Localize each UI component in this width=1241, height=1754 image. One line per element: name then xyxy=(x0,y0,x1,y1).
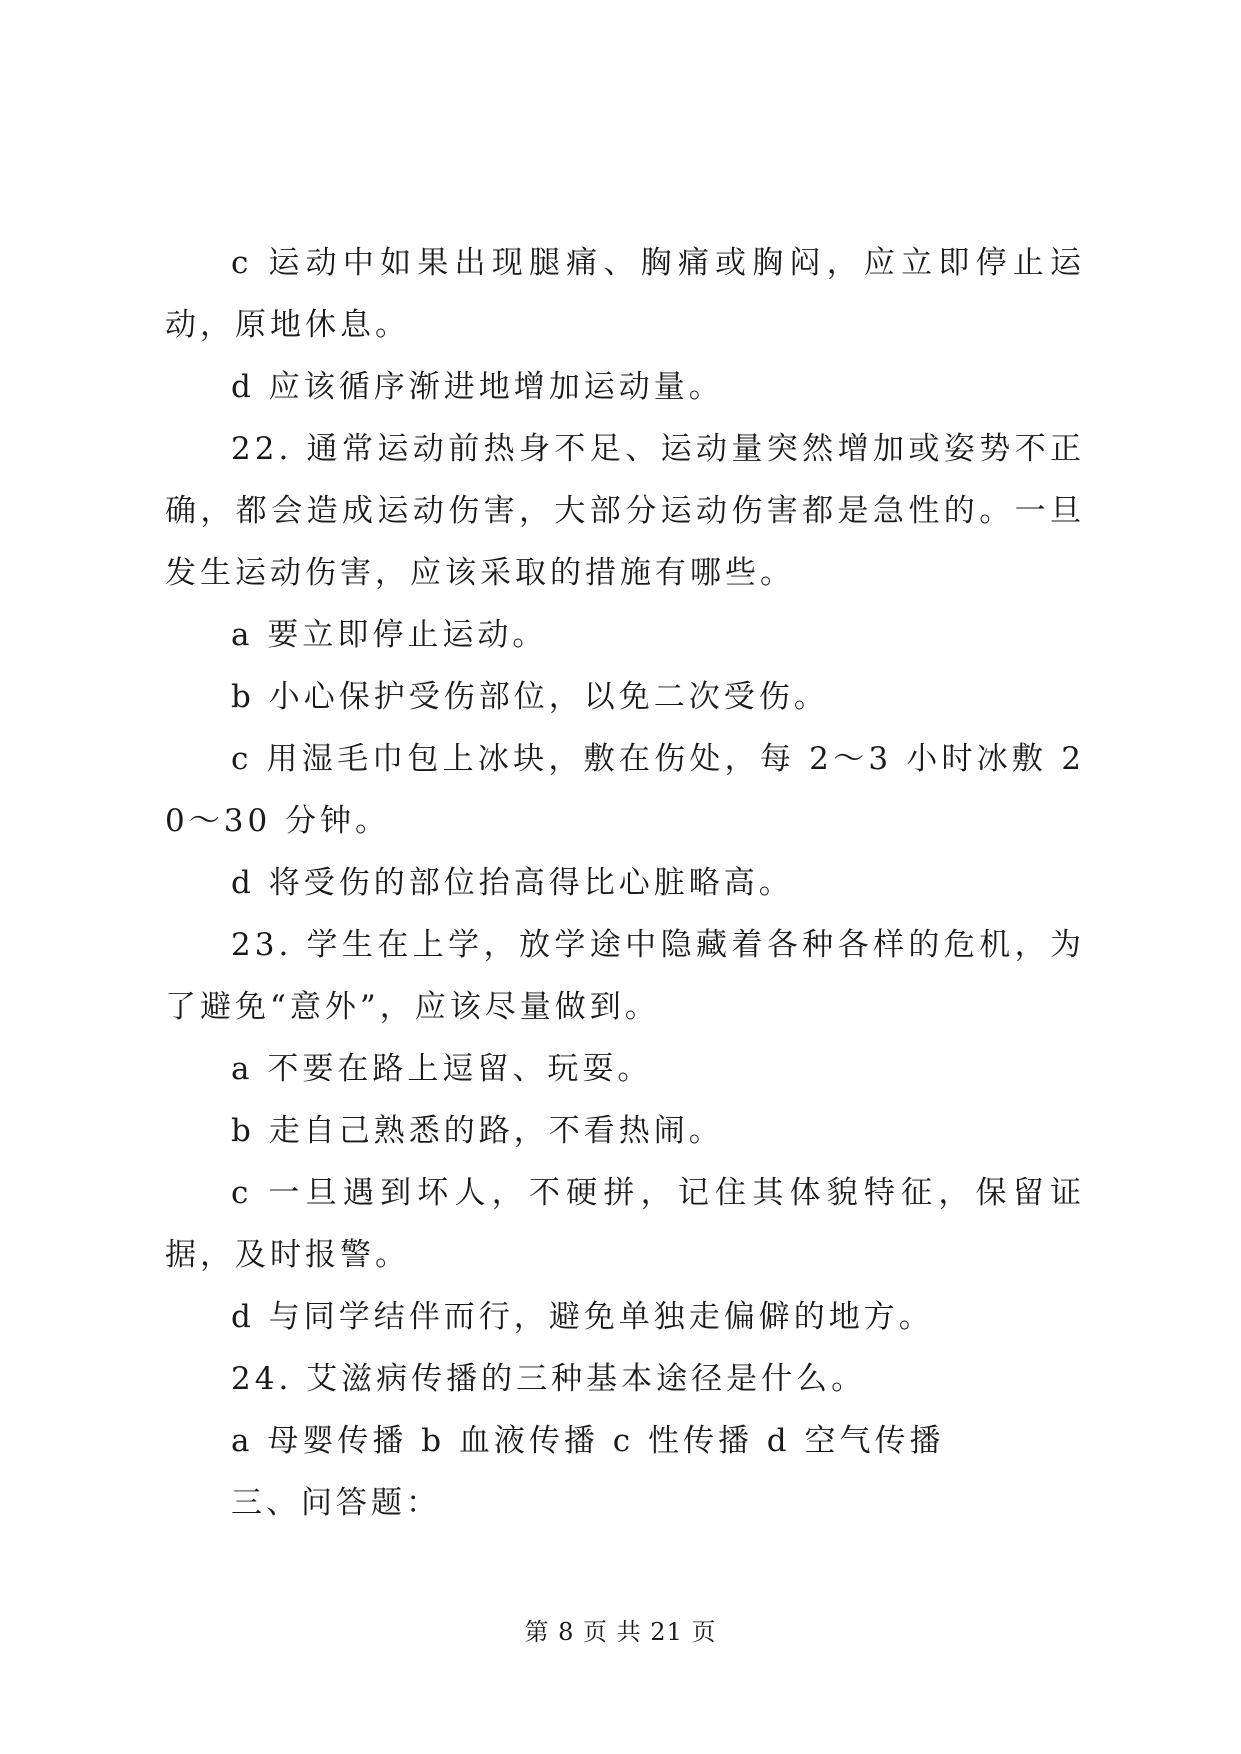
option-c-ice-pack: c 用湿毛巾包上冰块，敷在伤处，每 2～3 小时冰敷 20～30 分钟。 xyxy=(165,741,1085,839)
option-b-familiar-road: b 走自己熟悉的路，不看热闹。 xyxy=(231,1113,724,1149)
question-23: 23. 学生在上学，放学途中隐藏着各种各样的危机，为了避免“意外”，应该尽量做到。 xyxy=(165,927,1085,1025)
question-24-options: a 母婴传播 b 血液传播 c 性传播 d 空气传播 xyxy=(231,1423,945,1459)
option-d-gradual-increase: d 应该循序渐进地增加运动量。 xyxy=(231,369,724,405)
option-b-protect-injury: b 小心保护受伤部位，以免二次受伤。 xyxy=(231,679,829,715)
option-a-no-loitering: a 不要在路上逗留、玩耍。 xyxy=(231,1051,653,1087)
option-d-elevate: d 将受伤的部位抬高得比心脏略高。 xyxy=(231,865,794,901)
page-number-footer: 第 8 页 共 21 页 xyxy=(524,1618,717,1646)
document-body xyxy=(165,232,1085,1534)
option-d-walk-together: d 与同学结伴而行，避免单独走偏僻的地方。 xyxy=(231,1299,934,1335)
question-24: 24. 艾滋病传播的三种基本途径是什么。 xyxy=(231,1361,867,1397)
option-a-stop-immediately: a 要立即停止运动。 xyxy=(231,617,548,653)
option-c-stop-exercise: c 运动中如果出现腿痛、胸痛或胸闷，应立即停止运动，原地休息。 xyxy=(165,245,1085,343)
section-heading-qa: 三、问答题： xyxy=(231,1485,441,1521)
option-c-report-police: c 一旦遇到坏人，不硬拼，记住其体貌特征，保留证据，及时报警。 xyxy=(165,1175,1085,1273)
question-22: 22. 通常运动前热身不足、运动量突然增加或姿势不正确，都会造成运动伤害，大部分运动伤害都是急性的。一旦发生运动伤害，应该采取的措施有哪些。 xyxy=(165,431,1085,591)
